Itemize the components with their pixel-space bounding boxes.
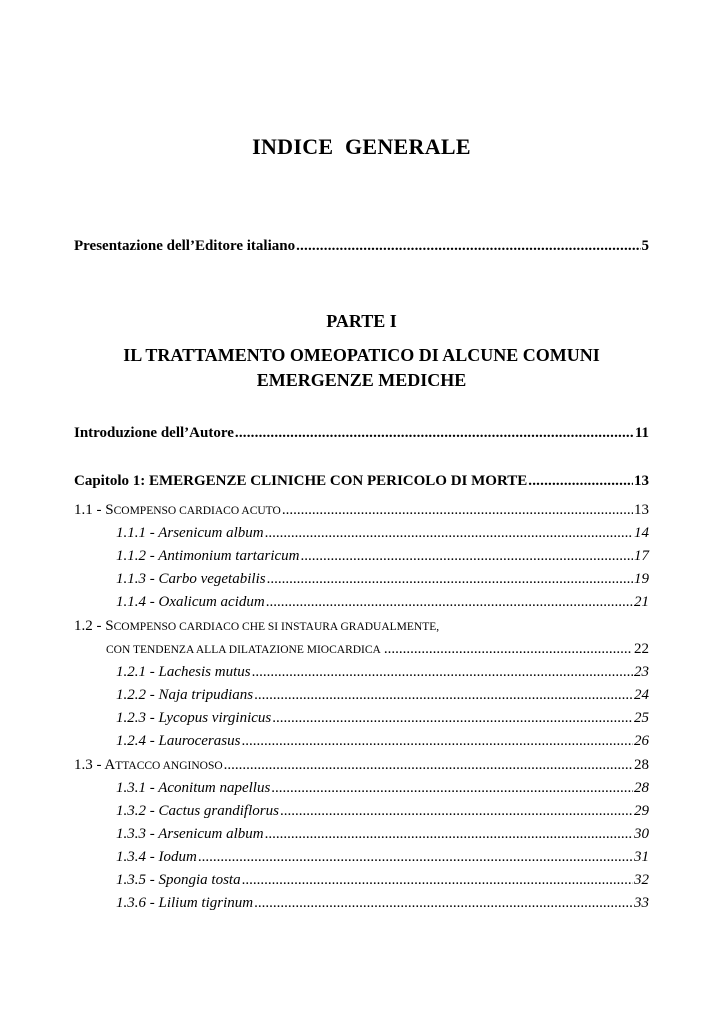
entry-label: 1.3.5 - Spongia tosta: [116, 872, 241, 888]
toc-section-1-1[interactable]: [74, 502, 649, 519]
entry-page: 30: [634, 826, 649, 842]
section-number: 1.3 -: [74, 757, 105, 773]
toc-subsection[interactable]: [116, 710, 649, 727]
entry-page: 23: [634, 664, 649, 680]
entry-page: 28: [634, 780, 649, 796]
entry-label: 1.3.3 - Arsenicum album: [116, 826, 264, 842]
entry-page: 31: [634, 849, 649, 865]
entry-label: 1.2.1 - Lachesis mutus: [116, 664, 251, 680]
section-number: 1.1 -: [74, 502, 106, 518]
page-title: INDICE GENERALE: [252, 134, 471, 159]
toc-subsection[interactable]: [116, 571, 649, 588]
entry-page: 32: [634, 872, 649, 888]
leader-dots: [300, 548, 633, 565]
part-subtitle-line2: EMERGENZE MEDICHE: [256, 370, 467, 390]
toc-subsection[interactable]: [116, 849, 649, 866]
section-initial: S: [105, 502, 114, 518]
entry-label: Capitolo 1: EMERGENZE CLINICHE CON PERICOLO DI MORTE: [74, 473, 528, 489]
leader-dots: [252, 664, 633, 681]
leader-dots: [254, 895, 633, 912]
leader-dots: [235, 425, 634, 442]
leader-dots: [267, 571, 633, 588]
entry-page: 13: [634, 502, 649, 518]
section-title: TTACCO ANGINOSO: [115, 760, 223, 772]
leader-dots: [280, 803, 633, 820]
leader-dots: [254, 687, 633, 704]
toc-subsection[interactable]: [116, 525, 649, 542]
entry-page: 5: [641, 238, 649, 254]
toc-entry-introduzione[interactable]: [74, 425, 649, 442]
entry-label: Introduzione dell’Autore: [74, 425, 234, 441]
toc-subsection[interactable]: [116, 826, 649, 843]
section-title: COMPENSO CARDIACO CHE SI INSTAURA GRADUALMENTE,: [113, 621, 440, 633]
entry-page: 24: [634, 687, 649, 703]
entry-label: 1.1.1 - Arsenicum album: [116, 525, 264, 541]
leader-dots: [224, 757, 633, 774]
section-title-continued: CON TENDENZA ALLA DILATAZIONE MIOCARDICA: [106, 644, 381, 656]
toc-subsection[interactable]: [116, 872, 649, 889]
toc-subsection[interactable]: [116, 687, 649, 704]
toc-subsection[interactable]: [116, 780, 649, 797]
entry-page: 22: [634, 641, 649, 657]
leader-dots: [265, 525, 633, 542]
toc-subsection[interactable]: [116, 733, 649, 750]
leader-dots: [265, 826, 633, 843]
entry-page: 19: [634, 571, 649, 587]
section-label: [74, 757, 223, 774]
part-heading: PARTE I: [326, 311, 397, 331]
entry-label: 1.2.4 - Laurocerasus: [116, 733, 241, 749]
section-title: COMPENSO CARDIACO ACUTO: [113, 505, 281, 517]
entry-label: 1.1.4 - Oxalicum acidum: [116, 594, 265, 610]
leader-dots: [528, 473, 633, 490]
entry-label: 1.3.6 - Lilium tigrinum: [116, 895, 254, 911]
section-number: 1.2 -: [74, 618, 106, 634]
leader-dots: [242, 872, 633, 889]
toc-subsection[interactable]: [116, 548, 649, 565]
entry-label: 1.1.3 - Carbo vegetabilis: [116, 571, 266, 587]
entry-page: 21: [634, 594, 649, 610]
entry-label: Presentazione dell’Editore italiano: [74, 238, 296, 254]
leader-dots: [272, 710, 633, 727]
toc-entry-presentazione[interactable]: [74, 238, 649, 255]
entry-page: 14: [634, 525, 649, 541]
entry-label: 1.1.2 - Antimonium tartaricum: [116, 548, 300, 564]
toc-subsection[interactable]: [116, 895, 649, 912]
entry-page: 25: [634, 710, 649, 726]
leader-dots: [282, 502, 633, 519]
toc-section-1-3[interactable]: [74, 757, 649, 774]
entry-page: 33: [634, 895, 649, 911]
section-label: [74, 502, 281, 519]
toc-section-1-2[interactable]: [74, 618, 649, 635]
part-subtitle-line1: IL TRATTAMENTO OMEOPATICO DI ALCUNE COMUNI: [123, 345, 600, 365]
toc-section-1-2-continued[interactable]: [106, 641, 649, 658]
toc-subsection[interactable]: [116, 594, 649, 611]
leader-dots: [296, 238, 640, 255]
leader-dots: [271, 780, 633, 797]
section-initial: S: [105, 618, 114, 634]
entry-page: 13: [634, 473, 649, 489]
leader-dots: [198, 849, 633, 866]
leader-dots: [241, 733, 633, 750]
toc-subsection[interactable]: [116, 803, 649, 820]
entry-label: 1.3.2 - Cactus grandiflorus: [116, 803, 279, 819]
toc-entry-capitolo-1[interactable]: [74, 473, 649, 490]
entry-label: 1.2.3 - Lycopus virginicus: [116, 710, 272, 726]
leader-dots: [266, 594, 633, 611]
entry-page: 17: [634, 548, 649, 564]
entry-page: 11: [634, 425, 649, 441]
entry-page: 26: [634, 733, 649, 749]
leader-dots: [384, 641, 631, 658]
entry-label: 1.3.4 - Iodum: [116, 849, 197, 865]
entry-page: 28: [634, 757, 649, 773]
entry-label: 1.2.2 - Naja tripudians: [116, 687, 254, 703]
toc-subsection[interactable]: [116, 664, 649, 681]
entry-page: 29: [634, 803, 649, 819]
section-initial: A: [104, 757, 116, 773]
entry-label: 1.3.1 - Aconitum napellus: [116, 780, 271, 796]
